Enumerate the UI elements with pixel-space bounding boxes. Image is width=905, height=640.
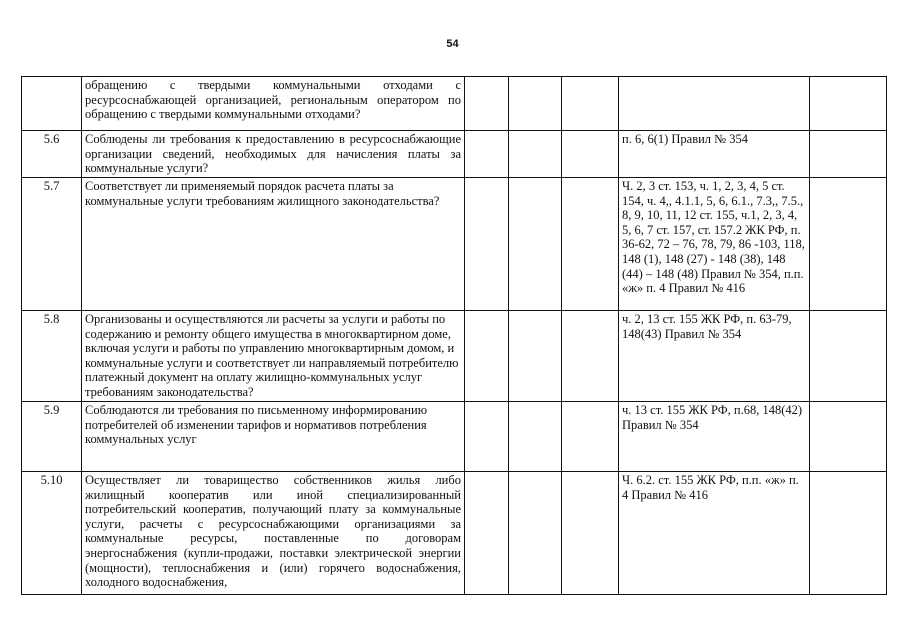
comment-cell — [810, 77, 887, 131]
comment-cell — [810, 402, 887, 472]
legal-basis-text: ч. 13 ст. 155 ЖК РФ, п.68, 148(42) Правил № 354 — [619, 402, 810, 472]
answer-cell-no — [509, 178, 562, 311]
table-row — [22, 311, 887, 402]
table-row — [22, 402, 887, 472]
comment-cell — [810, 178, 887, 311]
answer-cell-no — [509, 311, 562, 402]
question-text: Соблюдены ли требования к предоставлению в ресурсоснабжающие организации сведений, необходимых для начисления платы за коммунальные услуги? — [82, 131, 465, 178]
legal-basis-text: Ч. 6.2. ст. 155 ЖК РФ, п.п. «ж» п. 4 Правил № 416 — [619, 472, 810, 595]
question-text: Соблюдаются ли требования по письменному информированию потребителей об изменении тарифов и нормативов потребления коммунальных услуг — [82, 402, 465, 472]
legal-basis-text: ч. 2, 13 ст. 155 ЖК РФ, п. 63-79, 148(43) Правил № 354 — [619, 311, 810, 402]
question-text: Осуществляет ли товарищество собственников жилья либо жилищный кооператив или иной специализированный потребительский кооператив, получающий плату за коммунальные услуги, расчеты с ресурсоснабжающими организациями за коммунальные ресурсы, поставленные по договорам энергоснабжения (купли-продажи, поставки электрической энергии (мощности), теплоснабжения и (или) горячего водоснабжения, холодного водоснабжения, — [82, 472, 465, 595]
legal-basis-text — [619, 77, 810, 131]
answer-cell-na — [562, 402, 619, 472]
row-number: 5.10 — [22, 472, 82, 595]
answer-cell-yes — [465, 178, 509, 311]
answer-cell-na — [562, 311, 619, 402]
row-number: 5.7 — [22, 178, 82, 311]
table-row — [22, 131, 887, 178]
inspection-checklist-table — [21, 76, 887, 595]
row-number — [22, 77, 82, 131]
answer-cell-no — [509, 131, 562, 178]
legal-basis-text: Ч. 2, 3 ст. 153, ч. 1, 2, 3, 4, 5 ст. 154, ч. 4,, 4.1.1, 5, 6, 6.1., 7.3,, 7.5., 8, 9, 10, 11, 12 ст. 155, ч.1, 2, 3, 4, 5, 6, 7 ст. 157, ст. 157.2 ЖК РФ, п. 36-62, 72 – 76, 78, 79, 86 -103, 118, 148 (1), 148 (27) - 148 (38), 148 (44) – 148 (48) Правил № 354, п.п. «ж» п. 4 Правил № 416 — [619, 178, 810, 311]
answer-cell-na — [562, 131, 619, 178]
answer-cell-yes — [465, 131, 509, 178]
question-text: Соответствует ли применяемый порядок расчета платы за коммунальные услуги требованиям жилищного законодательства? — [82, 178, 465, 311]
answer-cell-no — [509, 77, 562, 131]
question-text: обращению с твердыми коммунальными отходами с ресурсоснабжающей организацией, региональным оператором по обращению с твердыми коммунальными отходами? — [82, 77, 465, 131]
answer-cell-yes — [465, 472, 509, 595]
comment-cell — [810, 131, 887, 178]
answer-cell-na — [562, 77, 619, 131]
comment-cell — [810, 472, 887, 595]
legal-basis-text: п. 6, 6(1) Правил № 354 — [619, 131, 810, 178]
answer-cell-no — [509, 402, 562, 472]
row-number: 5.6 — [22, 131, 82, 178]
answer-cell-yes — [465, 77, 509, 131]
row-number: 5.9 — [22, 402, 82, 472]
answer-cell-no — [509, 472, 562, 595]
table-row — [22, 77, 887, 131]
answer-cell-yes — [465, 402, 509, 472]
answer-cell-yes — [465, 311, 509, 402]
answer-cell-na — [562, 472, 619, 595]
comment-cell — [810, 311, 887, 402]
table-row — [22, 178, 887, 311]
page-number: 54 — [446, 38, 459, 50]
question-text: Организованы и осуществляются ли расчеты за услуги и работы по содержанию и ремонту общего имущества в многоквартирном доме, включая услуги и работы по управлению многоквартирным домом, и коммунальные услуги и соответствует ли направляемый потребителю платежный документ на оплату жилищно-коммунальных услуг требованиям законодательства? — [82, 311, 465, 402]
row-number: 5.8 — [22, 311, 82, 402]
table-row — [22, 472, 887, 595]
answer-cell-na — [562, 178, 619, 311]
